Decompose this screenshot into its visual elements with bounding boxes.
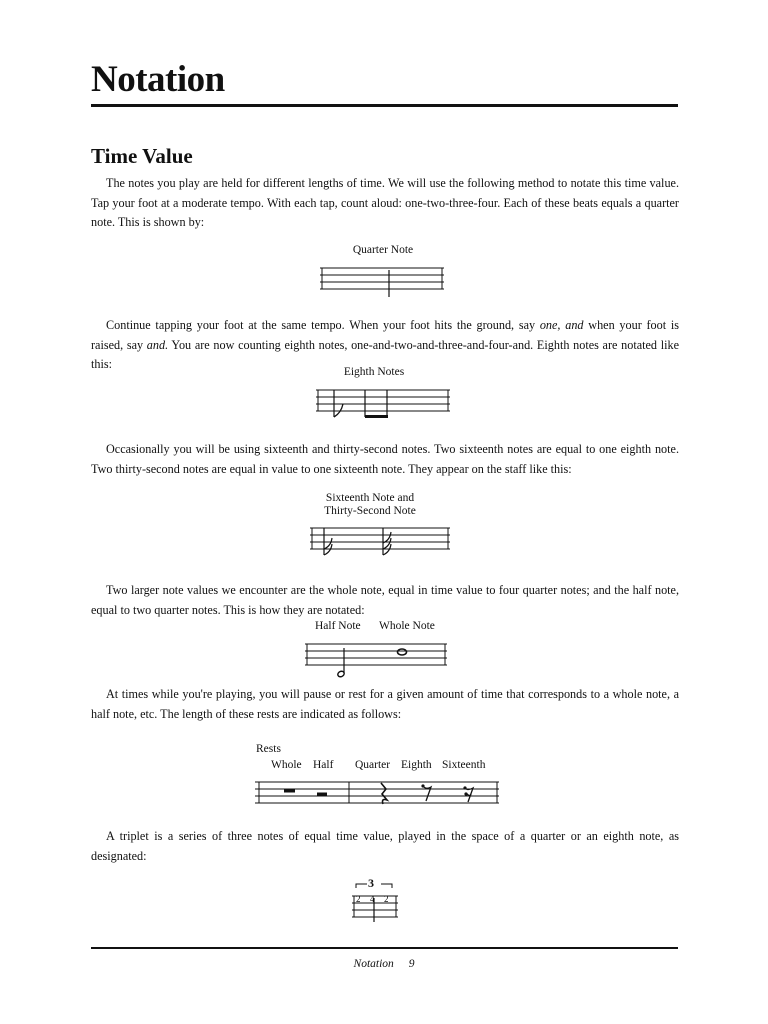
title-rule: [91, 104, 678, 107]
triplet-left-number: 2: [356, 894, 361, 904]
sixteenth-note-staff: [310, 524, 452, 560]
paragraph-2-text-c: You are now counting eighth notes, one-and-two-and-three-and-four-and. Eighth notes are notated like this:: [91, 337, 679, 371]
half-whole-note-staff: [305, 640, 451, 680]
paragraph-2-text-b: when your foot is raised, say: [91, 318, 680, 352]
rest-quarter-label: Quarter: [355, 759, 391, 771]
rest-whole-label: Whole: [271, 759, 302, 771]
eighth-notes-label: Eighth Notes: [343, 366, 405, 378]
paragraph-6: [91, 827, 679, 866]
paragraph-1: [91, 174, 679, 233]
footer-page-number: 9: [408, 958, 415, 970]
paragraph-1-text: The notes you play are held for different lengths of time. We will use the following method to notate this time value. Tap your foot at a moderate tempo. With each tap, count aloud: one-two-three-four. Each of these beats equals a quarter note. This is shown by:: [91, 176, 679, 229]
footer-rule: [91, 947, 678, 949]
rest-sixteenth-label: Sixteenth: [442, 759, 486, 771]
paragraph-5-text: At times while you're playing, you will pause or rest for a given amount of time that corresponds to a whole note, a half note, etc. The length of these rests are indicated as follows:: [91, 687, 679, 721]
paragraph-2-text-a: Continue tapping your foot at the same tempo. When your foot hits the ground, say: [106, 318, 540, 332]
eighth-notes-figure: [316, 366, 452, 422]
rests-figure: [255, 742, 501, 812]
whole-note-label: Whole Note: [379, 620, 435, 632]
paragraph-2-emphasis-2: and.: [146, 337, 169, 352]
quarter-note-staff: [320, 264, 446, 298]
rests-label: Rests: [256, 743, 281, 755]
paragraph-4: [91, 581, 679, 620]
triplet-figure: [352, 876, 400, 922]
sixteenth-note-figure: [310, 492, 452, 562]
sixteenth-note-label-2: Thirty-Second Note: [324, 505, 416, 517]
quarter-note-figure: [320, 244, 446, 300]
rest-half-label: Half: [313, 759, 334, 771]
triplet-mid-number: 4: [370, 894, 375, 904]
sixteenth-note-label-1: Sixteenth Note and: [325, 492, 415, 504]
footer-section-title: Notation: [353, 958, 394, 970]
paragraph-6-text: A triplet is a series of three notes of equal time value, played in the space of a quarter or an eighth note, as designated:: [91, 829, 679, 863]
half-whole-note-figure: [305, 620, 451, 682]
section-heading: Time Value: [91, 144, 193, 168]
paragraph-4-text: Two larger note values we encounter are the whole note, equal in time value to four quarter notes; and the half note, equal to two quarter notes. This is how they are notated:: [91, 583, 679, 617]
quarter-note-label: Quarter Note: [352, 244, 414, 256]
rests-staff: [255, 778, 501, 812]
triplet-number: 3: [368, 876, 374, 890]
paragraph-5: [91, 685, 679, 724]
paragraph-3: [91, 440, 679, 479]
paragraph-2-emphasis-1: one, and: [539, 318, 584, 332]
page-footer: [0, 958, 768, 970]
triplet-right-number: 2: [384, 894, 389, 904]
half-note-label: Half Note: [315, 620, 361, 632]
page-title: Notation: [91, 59, 225, 100]
paragraph-3-text: Occasionally you will be using sixteenth and thirty-second notes. Two sixteenth notes are equal to one eighth note. Two thirty-second notes are equal in value to one sixteenth note. They appear on the staff like this:: [91, 442, 679, 476]
eighth-notes-staff: [316, 386, 452, 420]
rest-eighth-label: Eighth: [401, 759, 432, 771]
